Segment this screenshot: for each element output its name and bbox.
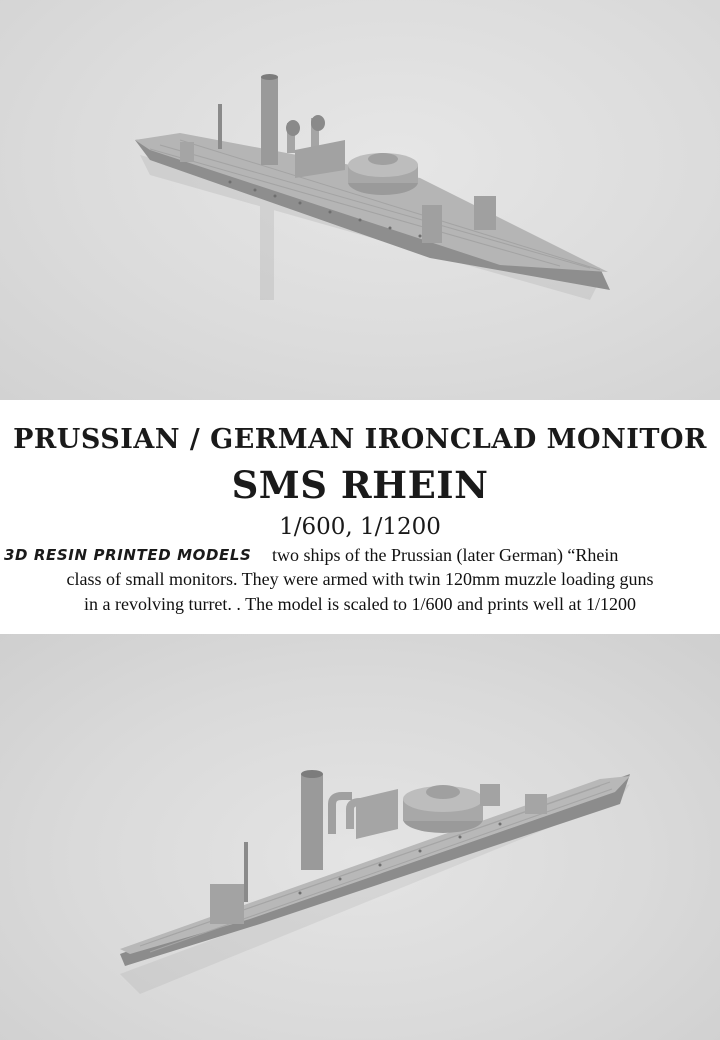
page-subtitle: PRUSSIAN / GERMAN IRONCLAD MONITOR xyxy=(13,424,707,455)
scale-options: 1/600, 1/1200 xyxy=(279,514,441,540)
ship-name-title: SMS RHEIN xyxy=(231,463,489,507)
ship-model-top-view xyxy=(0,0,720,400)
bottom-model-render xyxy=(0,634,720,1040)
ship-model-bottom-view xyxy=(0,634,720,1040)
top-model-render xyxy=(0,0,720,400)
brand-label: 3D RESIN PRINTED MODELS xyxy=(4,546,252,564)
title-text-band xyxy=(0,400,720,634)
description-line-2: class of small monitors. They were armed with twin 120mm muzzle loading guns xyxy=(66,569,654,589)
description-line-1: two ships of the Prussian (later German) “Rhein xyxy=(272,545,619,565)
description-line-3: in a revolving turret. . The model is scaled to 1/600 and prints well at 1/1200 xyxy=(83,594,637,614)
